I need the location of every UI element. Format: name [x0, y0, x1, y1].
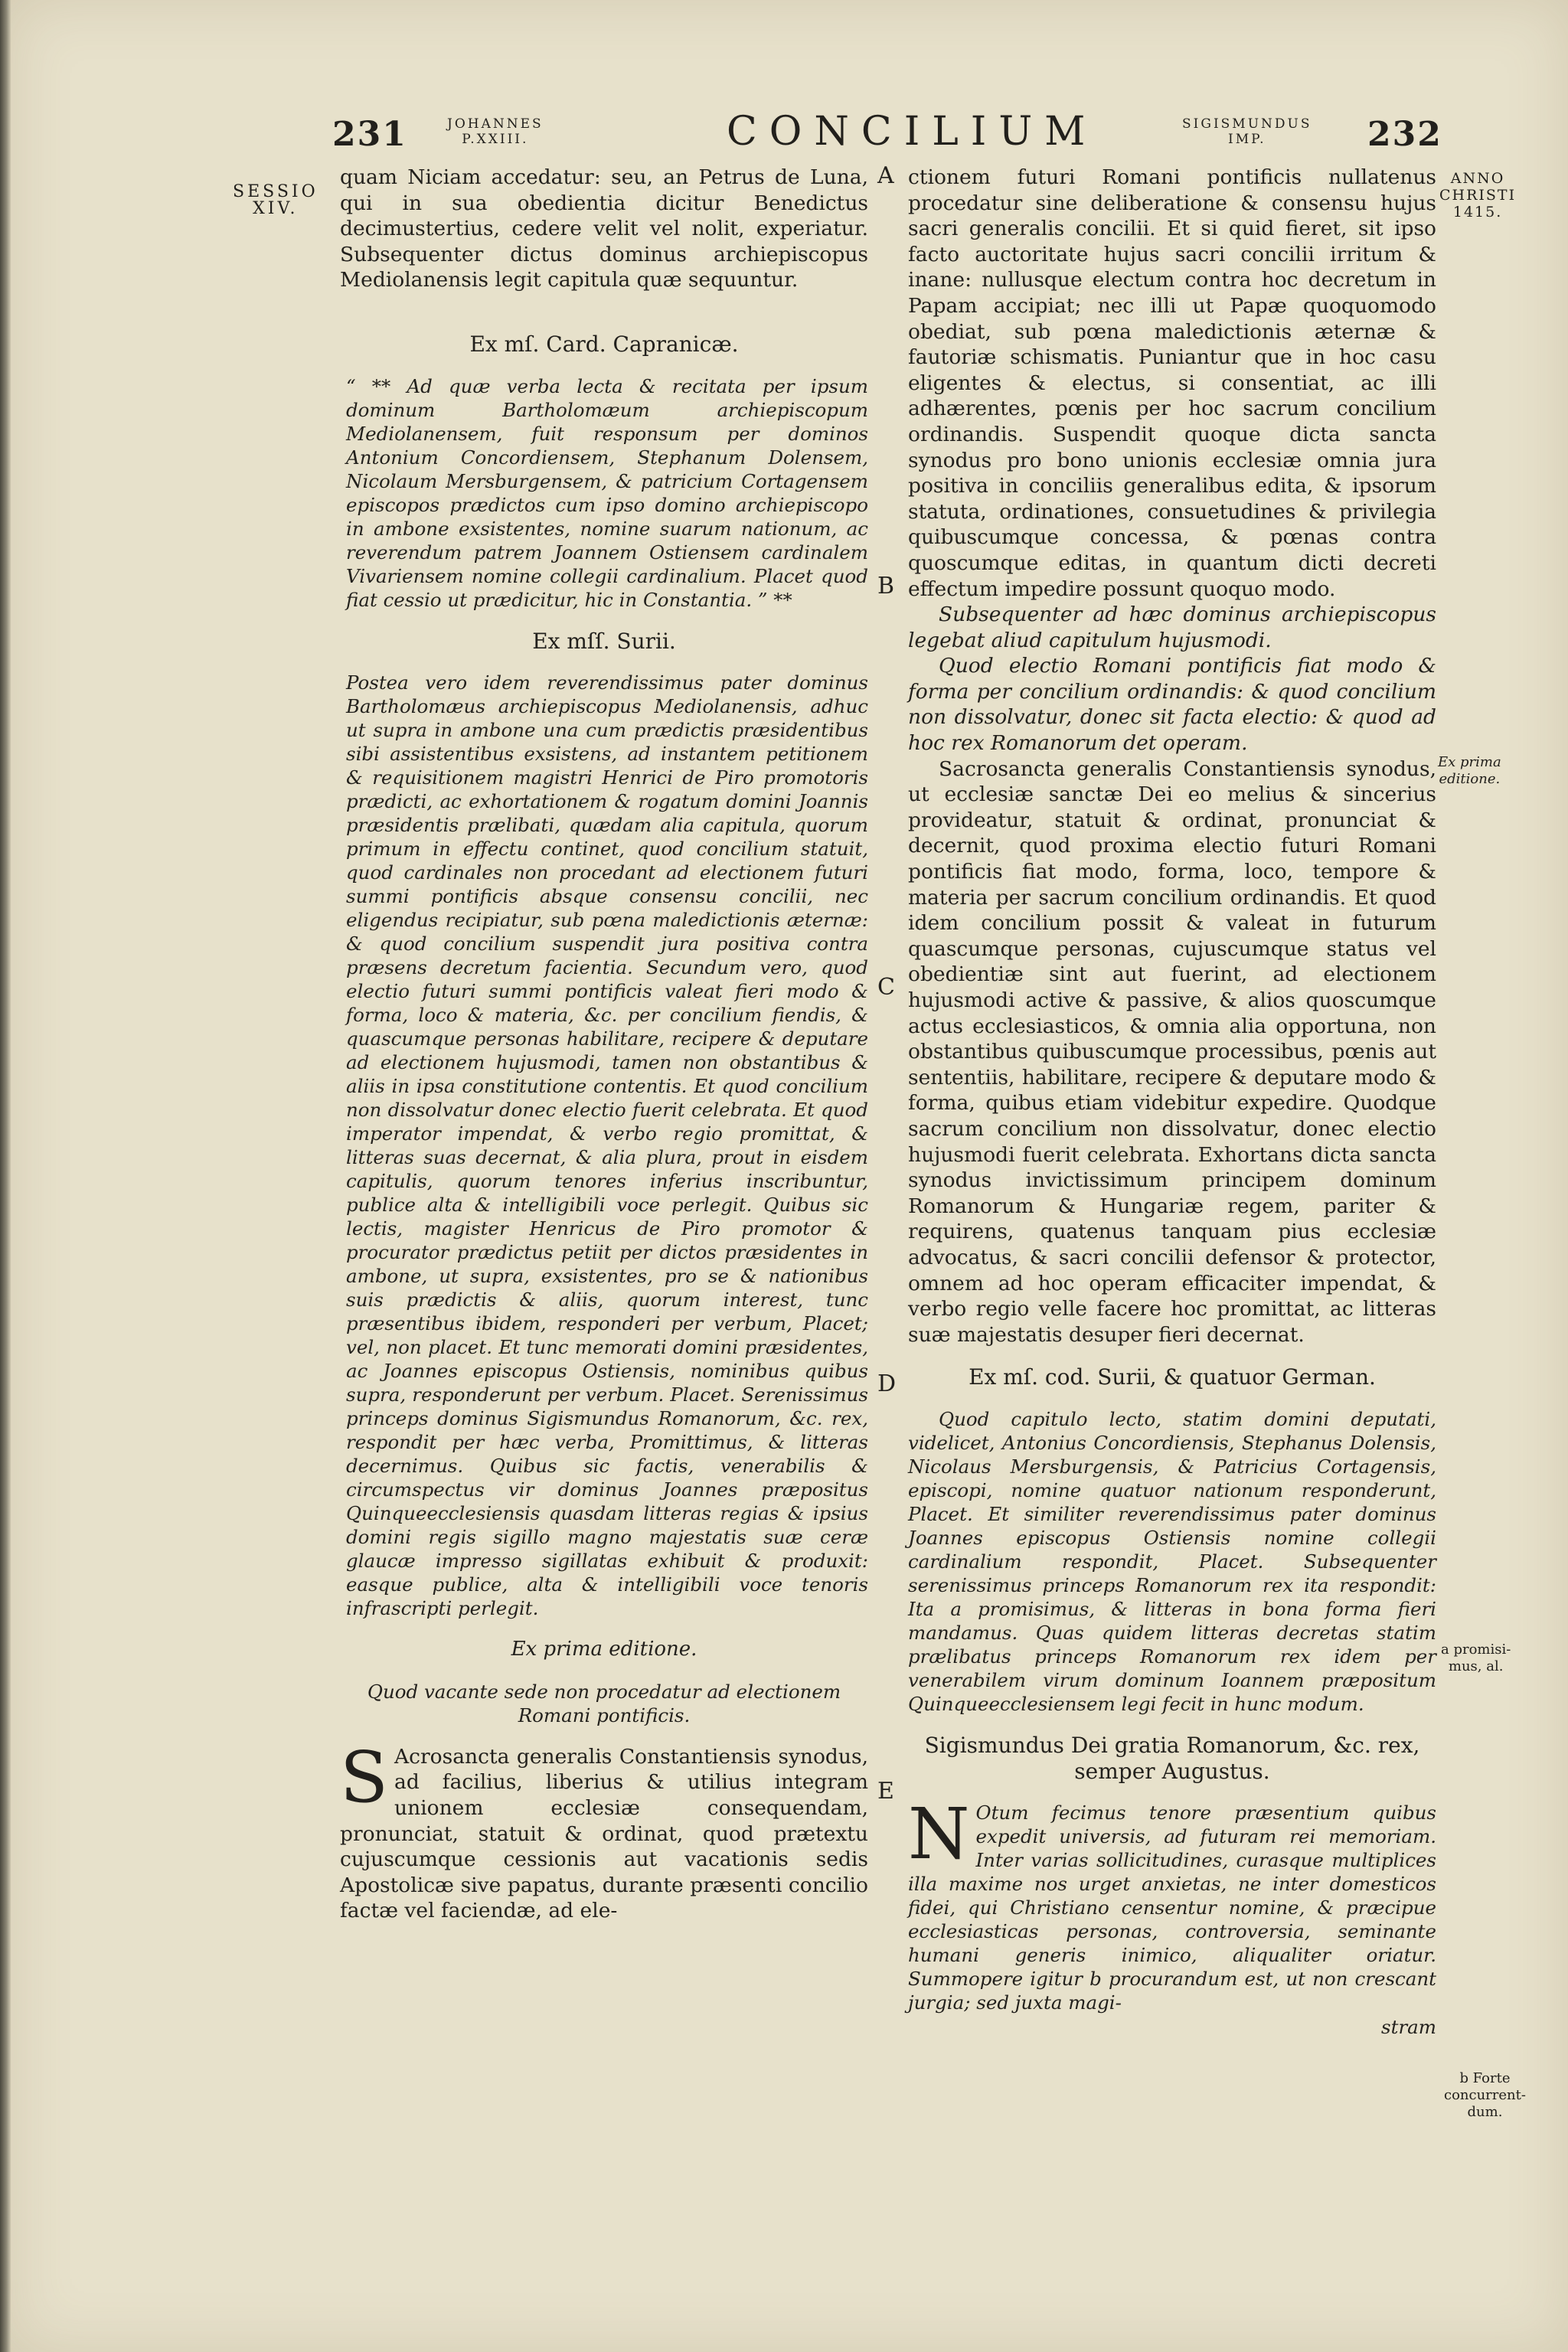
- left-heading-surii: Ex mſſ. Surii.: [532, 628, 676, 654]
- running-head-left-line2: P.XXIII.: [462, 132, 529, 147]
- margin-note-a: [1441, 1642, 1511, 1675]
- right-decree-title: Quod electio Romani pontificis fiat modo & forma per concilium ordinandis: & quod concilium non dissolvatur, donec sit facta electio: & quod ad hoc rex Romanorum det operam.: [908, 654, 1436, 756]
- margin-note-a-line1: a promisi-: [1441, 1642, 1511, 1658]
- catchword: stram: [1381, 2016, 1436, 2039]
- margin-ex-prima: [1438, 754, 1501, 788]
- section-letter-b: B: [877, 573, 895, 599]
- left-heading-capranica: Ex mſ. Card. Capranicæ.: [469, 331, 739, 357]
- drop-cap-n: N: [908, 1793, 970, 1876]
- margin-year: 1415.: [1452, 204, 1503, 220]
- left-quote-capranica: “ ** Ad quæ verba lecta & recitata per ipsum dominum Bartholomæum archiepiscopum Mediolanensem, fuit responsum per dominos Antonium Concordiensem, Stephanum Dolensem, Nicolaum Mersburgensem, & patricium Cortagensem episcopos prædictos cum ipso domino archiepiscopo in ambone exsistentes, nomine suarum nationum, ac reverendum patrem Joannem Ostiensem cardinalem Vivariensem nomine collegii cardinalium. Placet quod fiat cessio ut prædicitur, hic in Constantia. ” **: [346, 374, 868, 611]
- right-paragraph-2: Subsequenter ad hæc dominus archiepiscopus legebat aliud capitulum hujusmodi.: [908, 603, 1436, 652]
- left-column: [340, 165, 868, 1924]
- running-head-left-line1: JOHANNES: [447, 116, 544, 132]
- section-letter-d: D: [877, 1370, 897, 1397]
- running-head-right: [1182, 116, 1312, 147]
- right-heading-surii-german: Ex mſ. cod. Surii, & quatuor German.: [969, 1364, 1376, 1390]
- left-decree-title: Quod vacante sede non procedatur ad electionem Romani pontificis.: [367, 1680, 841, 1726]
- margin-christi-label: CHRISTI: [1439, 187, 1517, 204]
- page-number-left: 231: [332, 115, 407, 154]
- margin-note-b-line2: concurrent-: [1444, 2087, 1526, 2103]
- margin-anno-label: ANNO: [1450, 170, 1505, 187]
- page-edge: [0, 0, 11, 2352]
- margin-ex-prima-line1: Ex prima: [1438, 754, 1501, 770]
- left-heading-prima-editione: Ex prima editione.: [511, 1638, 697, 1661]
- page-number-right: 232: [1367, 115, 1442, 154]
- running-head-right-line2: IMP.: [1227, 132, 1266, 147]
- book-page: [11, 0, 1568, 2352]
- section-letter-a: A: [877, 162, 894, 189]
- margin-session-label: SESSIO: [233, 182, 318, 201]
- running-head-right-line1: SIGISMUNDUS: [1182, 116, 1312, 132]
- right-letter-body: Otum fecimus tenore præsentium quibus expedit universis, ad futuram rei memoriam. Inter varias sollicitudines, curasque multiplices illa maxime nos urget anxietas, ne inter domesticos fidei, qui Christiano censentur nomine, & præcipue ecclesiasticas personas, controversia, seminante humani generis inimico, aliqualiter oriatur. Summopere igitur b procurandum est, ut non crescant jurgia; sed juxta magi-: [908, 1802, 1436, 2014]
- right-paragraph-1: ctionem futuri Romani pontificis nullatenus procedatur sine deliberatione & consensu hujus sacri generalis concilii. Et si quid fieret, sit ipso facto auctoritate hujus sacri concilii irritum & inane: nullusque electum contra hoc decretum in Papam accipiat; nec illi ut Papæ quoquomodo obediat, sub pœna maledictionis æternæ & fautoriæ schismatis. Puniantur que in hoc casu eligentes & electus, si consentiat, ac illi adhærentes, pœnis per hoc sacrum concilium ordinandis. Suspendit quoque dicta sancta synodus pro bono unionis ecclesiæ omnia jura positiva in conciliis generalibus edita, & ipsorum statuta, ordinationes, consuetudines & privilegia quibuscumque concessa, & pœnas contra quoscumque editas, in quantum dicti decreti effectum impedire possunt quoquo modo.: [908, 165, 1436, 601]
- drop-cap-s: S: [340, 1736, 389, 1818]
- section-letter-c: C: [877, 974, 895, 1001]
- margin-note-b: [1444, 2070, 1526, 2121]
- margin-session-number: XIV.: [253, 199, 299, 218]
- page-title: CONCILIUM: [727, 109, 1098, 155]
- left-quote-surii: Postea vero idem reverendissimus pater dominus Bartholomæus archiepiscopus Mediolanensis, adhuc ut supra in ambone una cum prædictis præsidentibus sibi assistentibus exsistens, ad instantem petitionem & requisitionem magistri Henrici de Piro promotoris prædicti, ac exhortationem & rogatum domini Joannis præsidentis prælibati, quædam alia capitula, quorum primum in effectu continet, quod concilium statuit, quod cardinales non procedant ad electionem futuri summi pontificis absque consensu concilii, nec eligendus recipiatur, sub pœna maledictionis æternæ: & quod concilium suspendit jura positiva contra præsens decretum facientia. Secundum vero, quod electio futuri summi pontificis valeat fieri modo & forma, loco & materia, &c. per concilium fiendis, & quascumque personas habilitare, recipere & deputare ad electionem hujusmodi, tamen non obstantibus & aliis in ipsa constitutione contentis. Et quod concilium non dissolvatur donec electio fuerit celebrata. Et quod imperator impendat, & verbo regio promittat, & litteras suas decernat, & alia plura, prout in eisdem capitulis, quorum tenores inferius inscribuntur, publice alta & intelligibili voce perlegit. Quibus sic lectis, magister Henricus de Piro promotor & procurator prædictus petiit per dictos præsidentes in ambone, ut supra, exsistentes, pro se & nationibus suis prædictis & aliis, quorum interest, tunc præsentibus ibidem, responderi per verbum, Placet; vel, non placet. Et tunc memorati domini præsidentes, ac Joannes episcopus Ostiensis, nominibus quibus supra, responderunt per verbum. Placet. Serenissimus princeps dominus Sigismundus Romanorum, &c. rex, respondit per hæc verba, Promittimus, & litteras decernimus. Quibus sic factis, venerabilis & circumspectus vir dominus Joannes præpositus Quinqueecclesiensis quasdam litteras regias & ipsius domini regis sigillo magno majestatis suæ ceræ glaucæ impresso sigillatas exhibuit & produxit: easque publice, alta & intelligibili voce tenoris infrascripti perlegit.: [346, 671, 868, 1620]
- section-letter-e: E: [877, 1778, 894, 1805]
- margin-ex-prima-line2: editione.: [1439, 771, 1501, 787]
- margin-anno-christi: [1439, 170, 1516, 220]
- right-letter-text: [908, 1793, 1436, 2014]
- right-response-text: Quod capitulo lecto, statim domini deputati, videlicet, Antonius Concordiensis, Stephanus Dolensis, Nicolaus Mersburgensis, & Patricius Cortagensis, episcopi, nomine quatuor nationum responderunt, Placet. Et similiter reverendissimus pater dominus Joannes episcopus Ostiensis nomine collegii cardinalium respondit, Placet. Subsequenter serenissimus princeps Romanorum rex ita respondit: Ita a promisimus, & litteras in bona forma fieri mandamus. Quas quidem litteras decretas statim prælibatus princeps Romanorum rex idem per venerabilem virum dominum Ioannem præpositum Quinqueecclesiensem legi fecit in hunc modum.: [908, 1407, 1436, 1715]
- margin-note-a-line2: mus, al.: [1448, 1658, 1504, 1674]
- left-decree-body: Acrosancta generalis Constantiensis synodus, ad facilius, liberius & utilius integram unionem ecclesiæ consequendam, pronunciat, statuit & ordinat, quod prætextu cujuscumque cessionis aut vacationis sedis Apostolicæ sive papatus, durante præsenti concilio factæ vel faciendæ, ad ele-: [340, 1744, 868, 1923]
- running-head-left: [447, 116, 544, 147]
- right-letter-heading: Sigismundus Dei gratia Romanorum, &c. rex, semper Augustus.: [924, 1732, 1420, 1784]
- left-decree-text: [340, 1736, 868, 1924]
- left-paragraph-1: quam Niciam accedatur: seu, an Petrus de Luna, qui in sua obedientia dicitur Benedictus decimustertius, cedere velit vel nolit, experiatur. Subsequenter dictus dominus archiepiscopus Mediolanensis legit capitula quæ sequuntur.: [340, 165, 868, 292]
- right-column: [908, 165, 1436, 2040]
- right-decree-text: Sacrosancta generalis Constantiensis synodus, ut ecclesiæ sanctæ Dei eo melius & sincerius provideatur, statuit & ordinat, pronunciat & decernit, quod proxima electio futuri Romani pontificis fiat modo, forma, loco, tempore & materia per sacrum concilium ordinandis. Et quod idem concilium possit & valeat in futurum quascumque personas, cujuscumque status vel obedientiæ sint aut fuerint, ad electionem hujusmodi active & passive, & alios quoscumque actus ecclesiasticos, & omnia alia opportuna, non obstantibus quibuscumque processibus, pœnis aut sententiis, habilitare, recipere & deputare modo & forma, quibus etiam videbitur expedire. Quodque sacrum concilium non dissolvatur, donec electio hujusmodi fuerit celebrata. Exhortans dicta sancta synodus invictissimum principem dominum Romanorum & Hungariæ regem, pariter & requirens, quatenus tanquam pius ecclesiæ advocatus, & sacri concilii defensor & protector, omnem ad hoc operam efficaciter impendat, & verbo regio velle facere hoc promittat, ac litteras suæ majestatis desuper fieri decernat.: [908, 756, 1436, 1347]
- margin-session: [233, 184, 318, 217]
- margin-note-b-line3: dum.: [1467, 2104, 1503, 2120]
- margin-note-b-line1: b Forte: [1459, 2070, 1511, 2086]
